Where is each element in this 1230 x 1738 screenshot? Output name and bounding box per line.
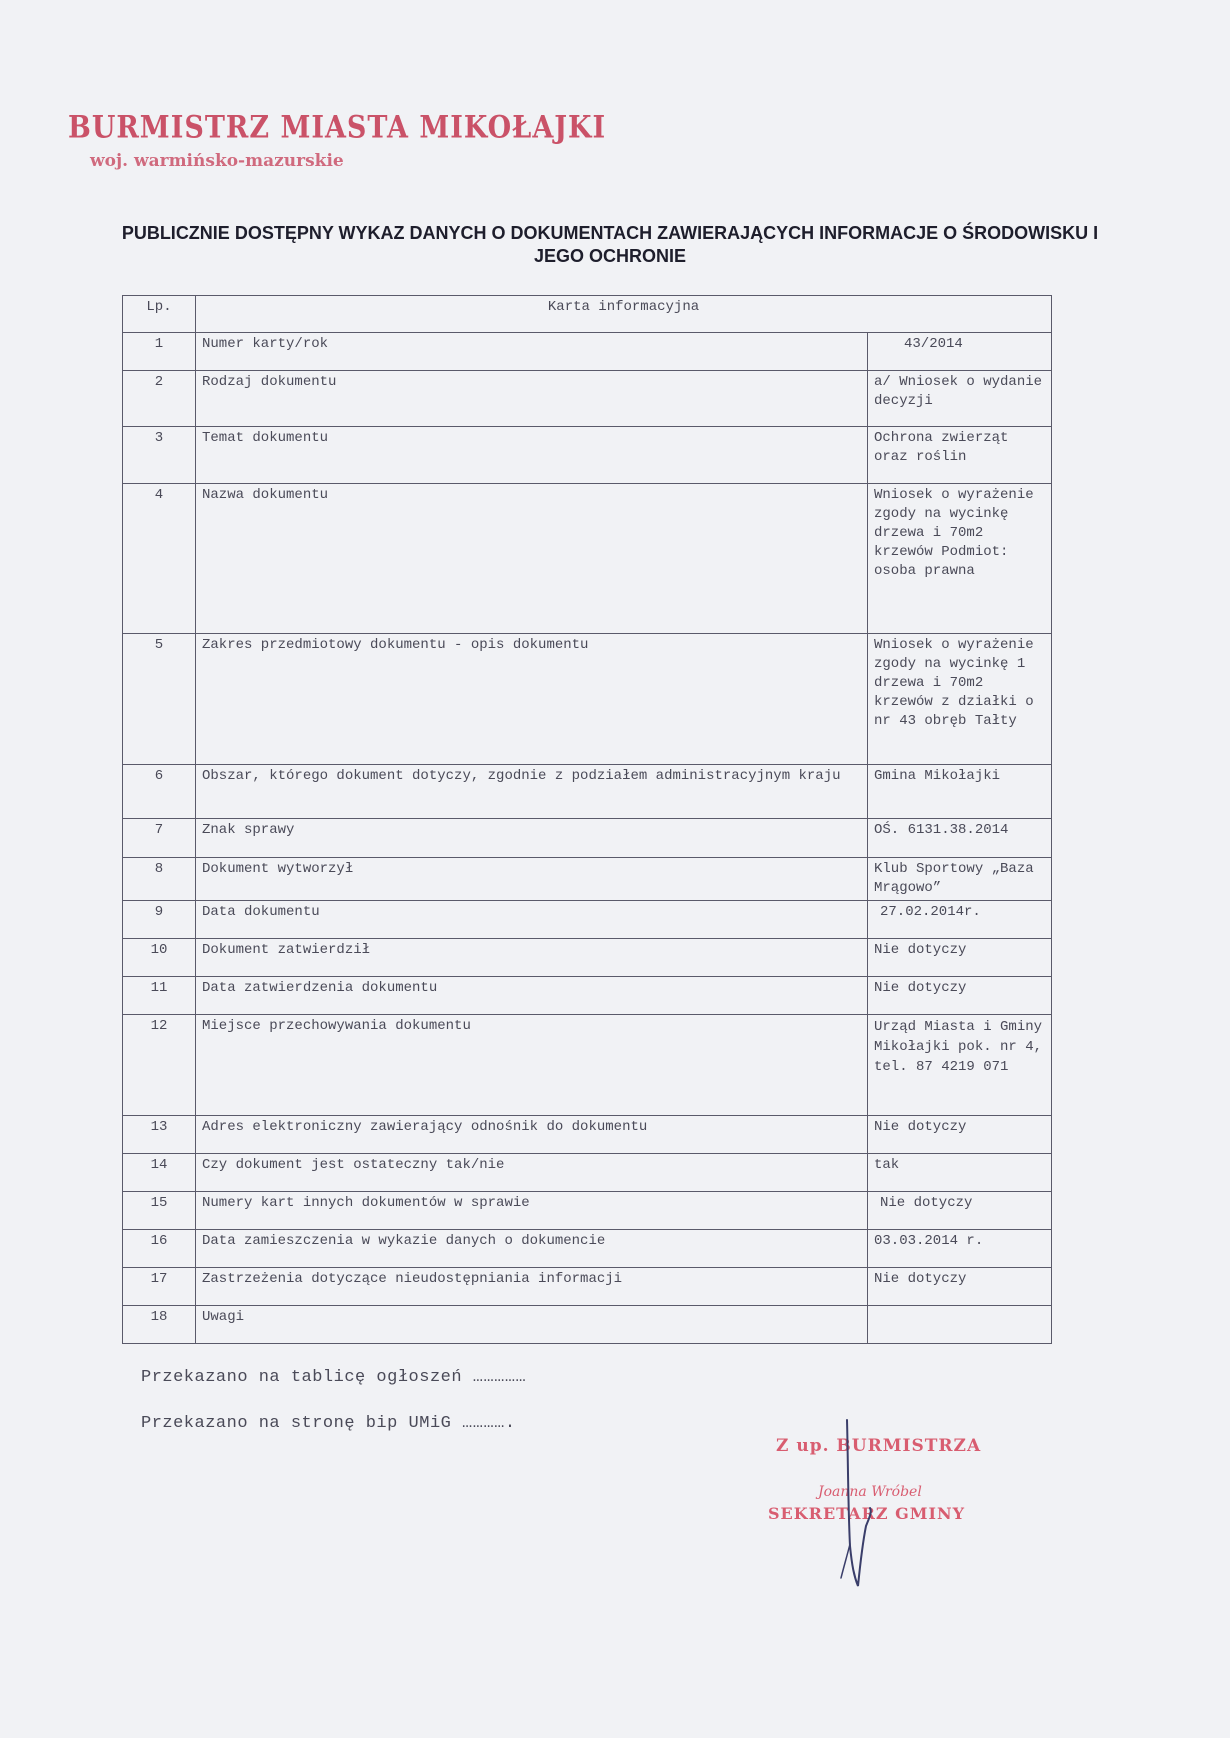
row-value: Urząd Miasta i Gminy Mikołajki pok. nr 4, tel. 87 4219 071 — [868, 1015, 1052, 1116]
row-number: 16 — [123, 1230, 196, 1268]
row-label: Miejsce przechowywania dokumentu — [196, 1015, 868, 1116]
row-label: Data dokumentu — [196, 901, 868, 939]
table-row — [123, 634, 1052, 765]
row-value: Klub Sportowy „Baza Mrągowo” — [868, 858, 1052, 901]
table-header-row — [123, 296, 1052, 333]
row-label: Data zamieszczenia w wykazie danych o dokumencie — [196, 1230, 868, 1268]
row-number: 3 — [123, 427, 196, 484]
row-label: Rodzaj dokumentu — [196, 371, 868, 427]
signature-stamp-line2: Joanna Wróbel — [818, 1484, 922, 1500]
table-row — [123, 1015, 1052, 1116]
row-value: 03.03.2014 r. — [868, 1230, 1052, 1268]
table-row — [123, 939, 1052, 977]
row-label: Data zatwierdzenia dokumentu — [196, 977, 868, 1015]
row-value: Nie dotyczy — [868, 977, 1052, 1015]
row-label: Dokument zatwierdził — [196, 939, 868, 977]
row-label: Dokument wytworzył — [196, 858, 868, 901]
row-value: Nie dotyczy — [868, 1192, 1052, 1230]
row-value: 43/2014 — [868, 333, 1052, 371]
table-row — [123, 1116, 1052, 1154]
row-number: 1 — [123, 333, 196, 371]
row-value: Ochrona zwierząt oraz roślin — [868, 427, 1052, 484]
table-row — [123, 1154, 1052, 1192]
row-number: 9 — [123, 901, 196, 939]
document-title: PUBLICZNIE DOSTĘPNY WYKAZ DANYCH O DOKUMENTACH ZAWIERAJĄCYCH INFORMACJE O ŚRODOWISKU I JEGO OCHRONIE — [121, 223, 1099, 266]
info-card-table — [122, 295, 1052, 1344]
notice-board-line: Przekazano na tablicę ogłoszeń …………… — [141, 1368, 527, 1387]
table-row — [123, 1306, 1052, 1344]
table-row — [123, 427, 1052, 484]
table-row — [123, 484, 1052, 634]
row-number: 7 — [123, 819, 196, 858]
row-number: 12 — [123, 1015, 196, 1116]
row-value: 27.02.2014r. — [868, 901, 1052, 939]
handwritten-signature — [768, 1416, 1008, 1592]
row-value: a/ Wniosek o wydanie decyzji — [868, 371, 1052, 427]
table-row — [123, 765, 1052, 819]
row-label: Temat dokumentu — [196, 427, 868, 484]
table-row — [123, 1268, 1052, 1306]
table-row — [123, 858, 1052, 901]
row-label: Zakres przedmiotowy dokumentu - opis dokumentu — [196, 634, 868, 765]
row-value: Wniosek o wyrażenie zgody na wycinkę drzewa i 70m2 krzewów Podmiot: osoba prawna — [868, 484, 1052, 634]
row-number: 2 — [123, 371, 196, 427]
row-number: 14 — [123, 1154, 196, 1192]
signature-stamp-line3: SEKRETARZ GMINY — [768, 1504, 966, 1523]
row-label: Adres elektroniczny zawierający odnośnik do dokumentu — [196, 1116, 868, 1154]
row-number: 10 — [123, 939, 196, 977]
row-number: 13 — [123, 1116, 196, 1154]
row-label: Nazwa dokumentu — [196, 484, 868, 634]
row-number: 8 — [123, 858, 196, 901]
mayor-stamp-line2: woj. warmińsko-mazurskie — [90, 151, 344, 171]
signature-stamp-line1: Z up. BURMISTRZA — [776, 1436, 982, 1456]
mayor-stamp-line1: BURMISTRZ MIASTA MIKOŁAJKI — [68, 109, 607, 146]
row-number: 6 — [123, 765, 196, 819]
row-label: Obszar, którego dokument dotyczy, zgodnie z podziałem administracyjnym kraju — [196, 765, 868, 819]
header-lp: Lp. — [123, 296, 196, 333]
bip-line: Przekazano na stronę bip UMiG …………. — [141, 1414, 516, 1433]
row-value: Nie dotyczy — [868, 1268, 1052, 1306]
table-row — [123, 1230, 1052, 1268]
table-row — [123, 819, 1052, 858]
table-row — [123, 333, 1052, 371]
row-number: 18 — [123, 1306, 196, 1344]
row-label: Zastrzeżenia dotyczące nieudostępniania informacji — [196, 1268, 868, 1306]
row-value: Wniosek o wyrażenie zgody na wycinkę 1 drzewa i 70m2 krzewów z działki o nr 43 obręb Tałty — [868, 634, 1052, 765]
row-label: Numer karty/rok — [196, 333, 868, 371]
table-row — [123, 977, 1052, 1015]
row-value: tak — [868, 1154, 1052, 1192]
row-label: Uwagi — [196, 1306, 868, 1344]
table-row — [123, 901, 1052, 939]
row-number: 15 — [123, 1192, 196, 1230]
row-label: Znak sprawy — [196, 819, 868, 858]
row-label: Numery kart innych dokumentów w sprawie — [196, 1192, 868, 1230]
row-value: OŚ. 6131.38.2014 — [868, 819, 1052, 858]
row-number: 11 — [123, 977, 196, 1015]
row-label: Czy dokument jest ostateczny tak/nie — [196, 1154, 868, 1192]
row-number: 17 — [123, 1268, 196, 1306]
row-value: Nie dotyczy — [868, 1116, 1052, 1154]
row-number: 4 — [123, 484, 196, 634]
mayor-stamp — [68, 109, 607, 171]
table-row — [123, 1192, 1052, 1230]
row-value — [868, 1306, 1052, 1344]
header-title: Karta informacyjna — [196, 296, 1052, 333]
row-value: Nie dotyczy — [868, 939, 1052, 977]
row-value: Gmina Mikołajki — [868, 765, 1052, 819]
row-number: 5 — [123, 634, 196, 765]
table-row — [123, 371, 1052, 427]
signature-stamp — [768, 1416, 1008, 1592]
